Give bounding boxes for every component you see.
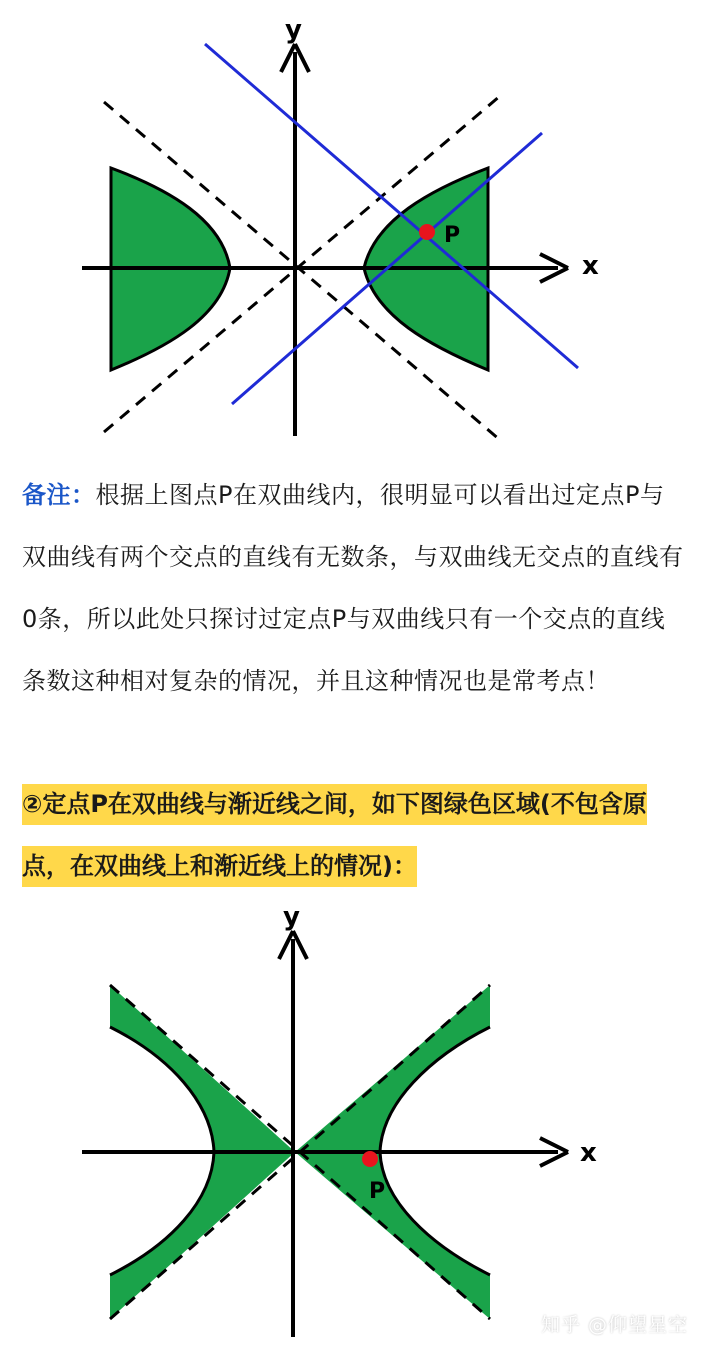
hyperbola-diagram-2	[0, 895, 704, 1351]
point-p	[362, 1151, 378, 1167]
note-paragraph	[22, 464, 684, 712]
y-axis-label: y	[285, 15, 302, 45]
case-2-heading-text: ②定点P在双曲线与渐近线之间，如下图绿色区域(不包含原点，在双曲线上和渐近线上的情况)：	[22, 784, 647, 887]
point-p	[419, 224, 435, 240]
case-2-heading	[22, 773, 684, 897]
point-p-label: P	[444, 223, 461, 248]
watermark-text: 知乎 @仰望星空	[540, 1314, 688, 1336]
x-axis-label: x	[582, 251, 599, 281]
hyperbola-figure-inside	[0, 0, 704, 452]
hyperbola-diagram-1	[0, 0, 704, 452]
hyperbola-figure-between	[0, 895, 704, 1351]
blue-line-1	[205, 44, 578, 368]
region-left-lower	[110, 1152, 295, 1319]
note-text: 根据上图点P在双曲线内，很明显可以看出过定点P与双曲线有两个交点的直线有无数条，与双曲线无交点的直线有0条，所以此处只探讨过定点P与双曲线只有一个交点的直线条数这种相对复杂的情况，并且这种情况也是常考点！	[22, 481, 684, 695]
point-p-label: P	[369, 1179, 386, 1204]
note-label: 备注：	[22, 481, 96, 509]
y-axis-label: y	[283, 902, 300, 932]
x-axis-label: x	[580, 1138, 597, 1168]
region-left-upper	[110, 985, 295, 1152]
